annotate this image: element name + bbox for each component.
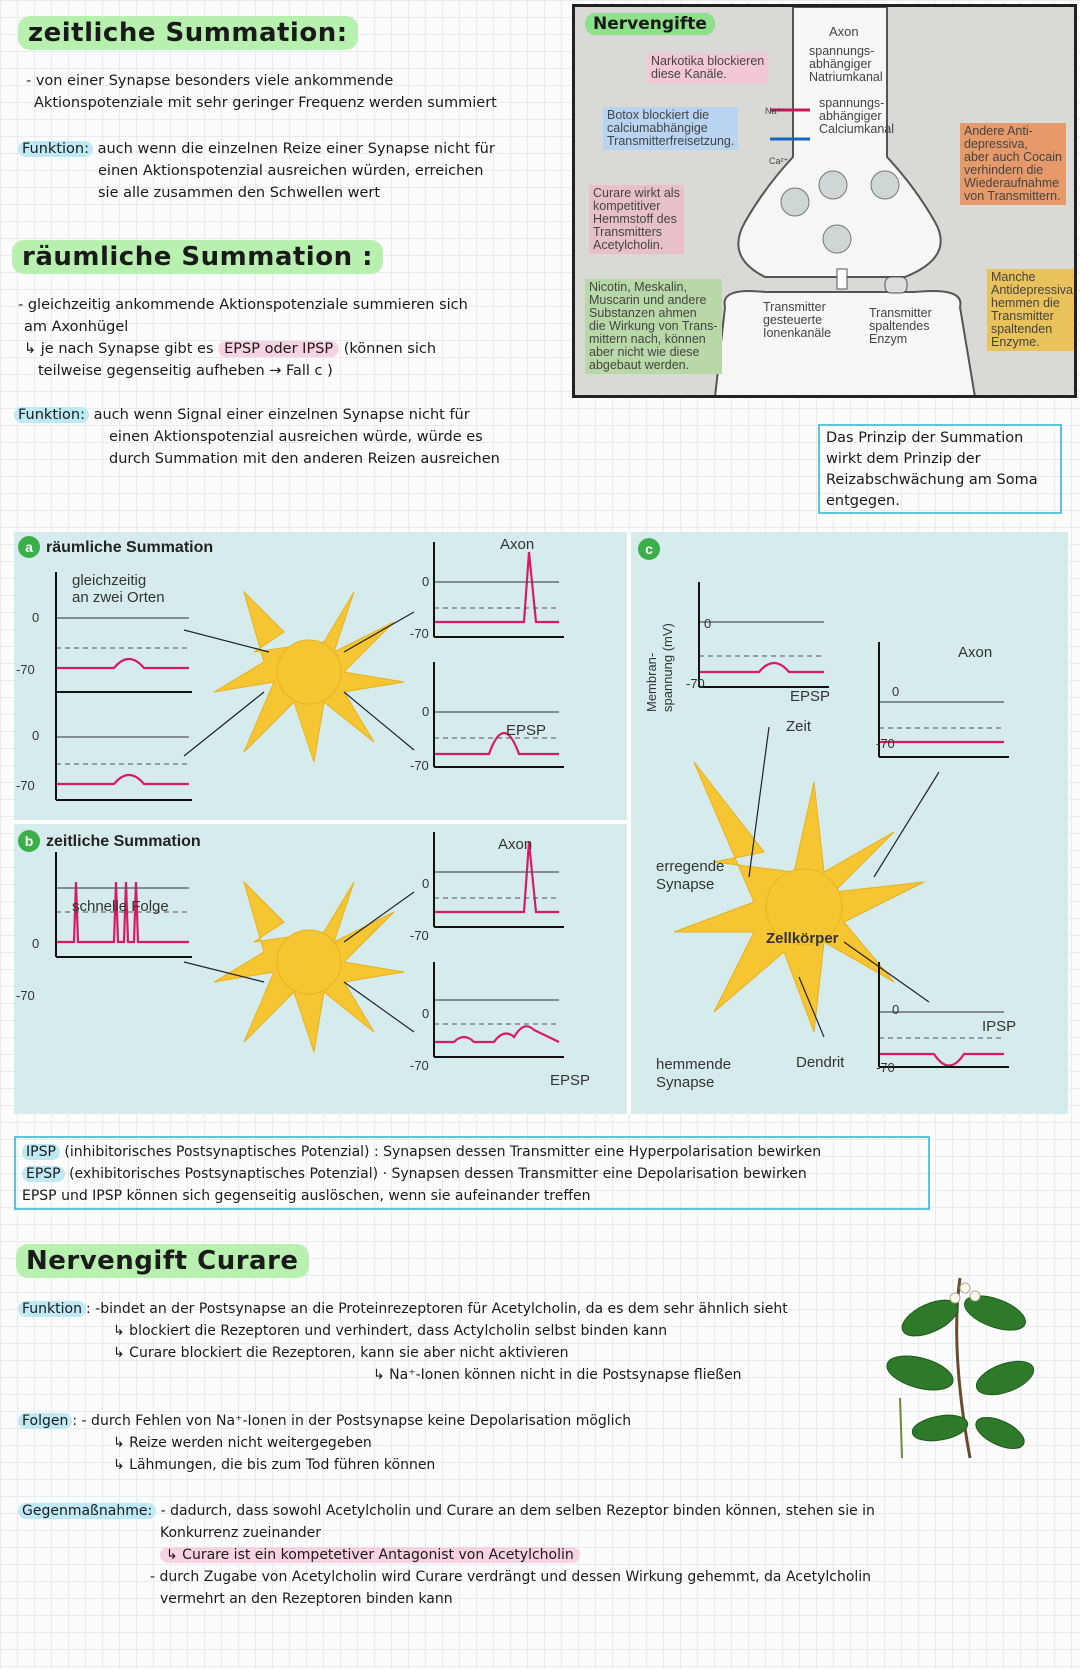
zeitliche-funktion-line1: auch wenn die einzelnen Reize einer Synapse nicht für <box>97 141 495 157</box>
panel-a-sub: gleichzeitig an zwei Orten <box>72 572 165 606</box>
tick-0: 0 <box>422 876 430 891</box>
principle-line4: entgegen. <box>826 493 900 509</box>
curare-g1: : - durch Fehlen von Na⁺-Ionen in der Postsynapse keine Depolarisation möglich <box>72 1413 632 1429</box>
ion-channels-label: Transmitter gesteuerte Ionenkanäle <box>763 300 832 340</box>
axon-label: Axon <box>829 24 859 39</box>
raeumliche-title: räumliche Summation : <box>12 240 383 274</box>
tick-0: 0 <box>892 684 900 699</box>
raeumliche-line2: am Axonhügel <box>24 319 129 335</box>
tick-70: -70 <box>16 988 35 1003</box>
hemmende-label: hemmende Synapse <box>656 1056 732 1091</box>
tick-70: -70 <box>876 736 895 751</box>
zeitliche-line1: - von einer Synapse besonders viele ankommende <box>26 73 394 89</box>
zeitliche-title: zeitliche Summation: <box>18 16 358 50</box>
definition-box <box>14 1136 930 1210</box>
tick-0: 0 <box>892 1002 900 1017</box>
narkotika-label: Narkotika blockieren diese Kanäle. <box>647 53 768 83</box>
panel-c-title <box>638 538 666 560</box>
epsp-ipsp-highlight: EPSP oder IPSP <box>218 341 339 357</box>
ipsp-label: IPSP <box>982 1018 1017 1035</box>
funktion-label: Funktion: <box>14 407 89 423</box>
curare-funktion <box>18 1298 878 1386</box>
nervengifte-title: Nervengifte <box>585 13 715 35</box>
raeumliche-text <box>18 294 568 382</box>
tick-70: -70 <box>410 1058 429 1073</box>
axon-label-c: Axon <box>958 644 993 661</box>
zeitliche-line2: Aktionspotenziale mit sehr geringer Frequenz werden summiert <box>34 95 497 111</box>
gegen-label: Gegenmaßnahme: <box>18 1503 156 1519</box>
principle-line2: wirkt dem Prinzip der <box>826 451 981 467</box>
raeumliche-line3: ↳ je nach Synapse gibt es EPSP oder IPSP (können sich <box>24 341 437 357</box>
curare-h2: Konkurrenz zueinander <box>160 1525 322 1541</box>
ca-ion: Ca²⁺ <box>769 156 789 166</box>
curare-f2: ↳ blockiert die Rezeptoren und verhindert, dass Actylcholin selbst binden kann <box>113 1323 668 1339</box>
curare-h5: vermehrt an den Rezeptoren binden kann <box>160 1591 453 1607</box>
epsp-label-b: EPSP <box>550 1072 591 1089</box>
raeumliche-funktion-line2: einen Aktionspotenzial ausreichen würde, würde es <box>109 429 483 445</box>
raeumliche-line1: - gleichzeitig ankommende Aktionspotenziale summieren sich <box>18 297 468 313</box>
enzyme-label: Transmitter spaltendes Enzym <box>869 306 932 346</box>
tick-0: 0 <box>32 610 40 625</box>
ipsp-term: IPSP <box>22 1144 60 1160</box>
curare-h3: ↳ Curare ist ein kompetetiver Antagonist von Acetylcholin <box>160 1547 580 1563</box>
principle-line1: Das Prinzip der Summation <box>826 430 1024 446</box>
zeitliche-funktion-line2: einen Aktionspotenzial ausreichen würden, erreichen <box>98 163 484 179</box>
curare-g2: ↳ Reize werden nicht weitergegeben <box>113 1435 372 1451</box>
raeumliche-section <box>12 242 383 272</box>
summation-diagrams <box>14 532 1068 1114</box>
tick-0: 0 <box>422 704 430 719</box>
zeitliche-funktion <box>18 138 563 204</box>
zeitliche-text <box>26 70 566 114</box>
tick-0: 0 <box>704 616 712 631</box>
tick-70: -70 <box>16 778 35 793</box>
tick-0: 0 <box>422 1006 430 1021</box>
tick-70: -70 <box>410 626 429 641</box>
curare-f4: ↳ Na⁺-Ionen können nicht in die Postsynapse fließen <box>373 1367 742 1383</box>
ipsp-def: (inhibitorisches Postsynaptisches Potenzial) <box>64 1144 370 1160</box>
zeitliche-section <box>18 18 358 48</box>
raeumliche-funktion-line1: auch wenn Signal einer einzelnen Synapse nicht für <box>93 407 470 423</box>
panel-b-letter: b <box>18 830 40 852</box>
epsp-term: EPSP <box>22 1166 65 1182</box>
tick-70: -70 <box>876 1060 895 1075</box>
curare-h4: - durch Zugabe von Acetylcholin wird Curare verdrängt und dessen Wirkung gehemmt, da Acetylcholin <box>150 1569 872 1585</box>
membran-label: Membran- spannung (mV) <box>644 623 675 712</box>
diagram-drawing <box>14 532 1068 1114</box>
principle-line3: Reizabschwächung am Soma <box>826 472 1038 488</box>
tick-70: -70 <box>686 676 705 691</box>
folgen-label: Folgen <box>18 1413 72 1429</box>
andere-label: Andere Anti- depressiva, aber auch Cocain verhindern die Wiederaufnahme von Transmittern. <box>960 123 1066 205</box>
curare-label: Curare wirkt als kompetitiver Hemmstoff des Transmitters Acetylcholin. <box>589 185 684 254</box>
axon-label-a: Axon <box>500 536 535 553</box>
panel-b-title: b zeitliche Summation <box>18 830 201 852</box>
curare-h1: - dadurch, dass sowohl Acetylcholin und Curare an dem selben Rezeptor binden können, stehen sie in <box>160 1503 875 1519</box>
tick-0: 0 <box>32 728 40 743</box>
curare-folgen <box>18 1410 878 1476</box>
raeumliche-line4: teilweise gegenseitig aufheben → Fall c ) <box>38 363 333 379</box>
def-line3: EPSP und IPSP können sich gegenseitig auslöschen, wenn sie aufeinander treffen <box>22 1188 591 1204</box>
tick-0: 0 <box>32 936 40 951</box>
epsp-label-c: EPSP <box>790 688 831 705</box>
tick-70: -70 <box>16 662 35 677</box>
panel-a-title: a räumliche Summation <box>18 536 213 558</box>
curare-plant-image <box>880 1268 1040 1468</box>
curare-f3: ↳ Curare blockiert die Rezeptoren, kann sie aber nicht aktivieren <box>113 1345 569 1361</box>
dendrit-label: Dendrit <box>796 1054 845 1071</box>
erregende-label: erregende Synapse <box>656 858 725 893</box>
zeit-label: Zeit <box>786 718 812 735</box>
epsp-desc: · Synapsen dessen Transmitter eine Depolarisation bewirken <box>382 1166 807 1182</box>
tick-0: 0 <box>422 574 430 589</box>
na-ion: Na⁺ <box>765 106 782 116</box>
curare-section <box>16 1246 309 1276</box>
epsp-label-a: EPSP <box>506 722 547 739</box>
funktion-label: Funktion <box>18 1301 86 1317</box>
panel-b-sub: schnelle Folge <box>72 898 169 915</box>
curare-title: Nervengift Curare <box>16 1244 309 1278</box>
epsp-def: (exhibitorisches Postsynaptisches Potenzial) <box>69 1166 379 1182</box>
panel-c-letter: c <box>638 538 660 560</box>
tick-70: -70 <box>410 928 429 943</box>
tick-70: -70 <box>410 758 429 773</box>
manche-label: Manche Antidepressiva hemmen die Transmitter spaltenden Enzyme. <box>987 269 1077 351</box>
nicotin-label: Nicotin, Meskalin, Muscarin und andere Substanzen ahmen die Wirkung von Trans- mittern nach, können aber nicht wie diese abgebaut werden. <box>585 279 722 374</box>
raeumliche-funktion <box>14 404 564 470</box>
zellkoerper-label: Zellkörper <box>766 930 839 947</box>
ipsp-desc: : Synapsen dessen Transmitter eine Hyperpolarisation bewirken <box>373 1144 822 1160</box>
ca-channel-label: spannungs- abhängiger Calciumkanal <box>819 96 895 136</box>
zeitliche-funktion-line3: sie alle zusammen den Schwellen wert <box>98 185 381 201</box>
curare-g3: ↳ Lähmungen, die bis zum Tod führen können <box>113 1457 436 1473</box>
nervengifte-figure <box>572 4 1077 398</box>
axon-label-b: Axon <box>498 836 533 853</box>
botox-label: Botox blockiert die calciumabhängige Transmitterfreisetzung. <box>603 107 738 150</box>
na-channel-label: spannungs- abhängiger Natriumkanal <box>809 44 883 84</box>
curare-gegenmassnahme <box>18 1500 1058 1610</box>
curare-f1: : -bindet an der Postsynapse an die Proteinrezeptoren für Acetylcholin, da es dem sehr ähnlich sieht <box>85 1301 788 1317</box>
panel-a-letter: a <box>18 536 40 558</box>
principle-box <box>818 424 1062 514</box>
raeumliche-funktion-line3: durch Summation mit den anderen Reizen ausreichen <box>109 451 500 467</box>
funktion-label: Funktion: <box>18 141 93 157</box>
